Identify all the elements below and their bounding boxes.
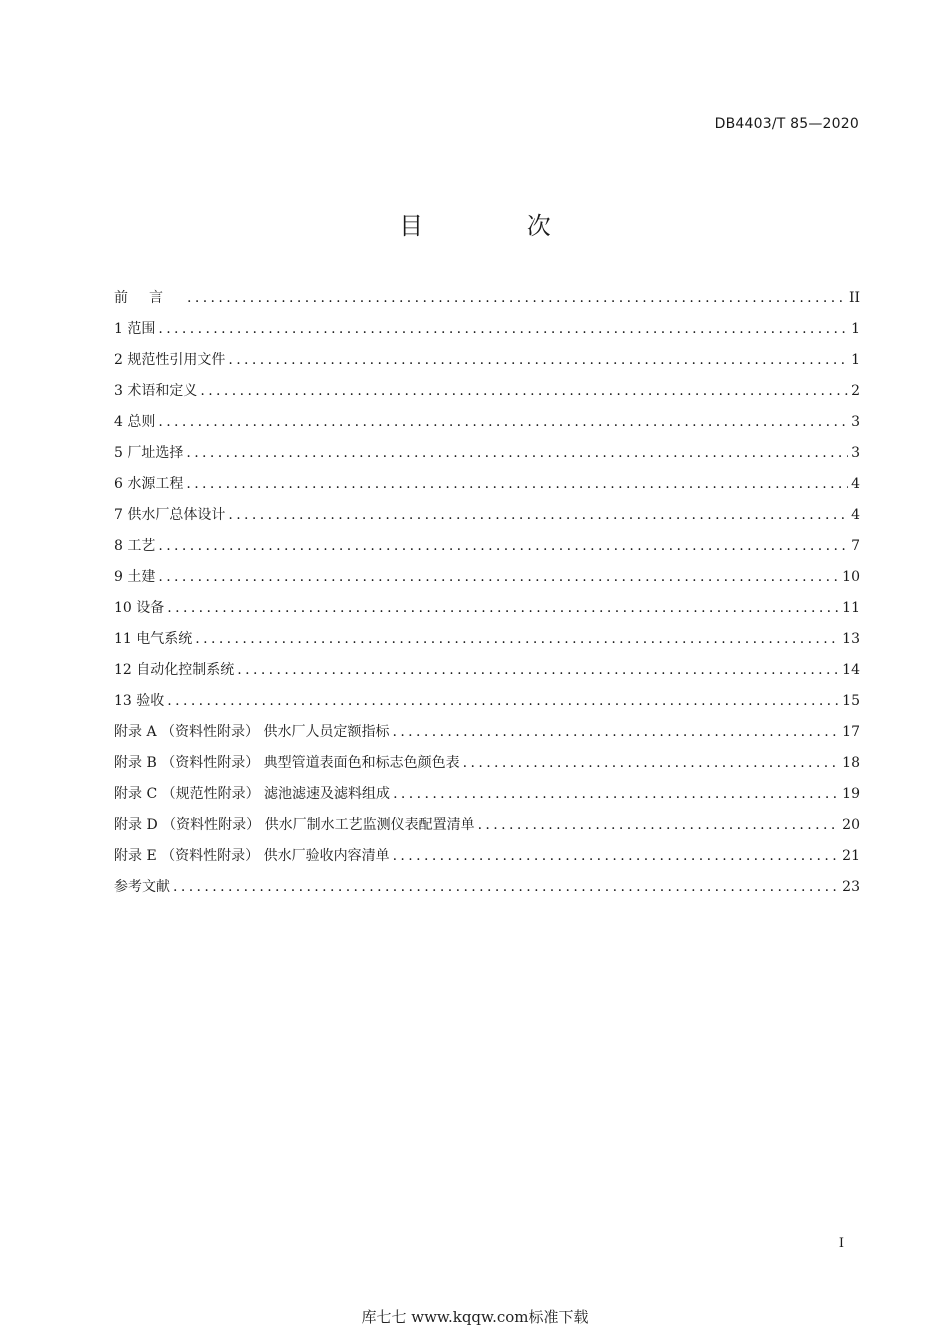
toc-entry[interactable]: [114, 348, 860, 379]
toc-entry-page: II: [848, 290, 860, 306]
toc-entry-label: 11 电气系统: [114, 631, 193, 647]
toc-entry[interactable]: [114, 410, 860, 441]
toc-entry[interactable]: [114, 472, 860, 503]
toc-entry-label: 7 供水厂总体设计: [114, 507, 226, 523]
toc-leader-dots: [158, 410, 848, 434]
toc-entry-label: 参考文献: [114, 879, 170, 895]
toc-entry-label: 8 工艺: [114, 538, 156, 554]
toc-entry[interactable]: [114, 627, 860, 658]
toc-entry-label: 9 土建: [114, 569, 156, 585]
toc-leader-dots: [186, 441, 848, 465]
toc-entry-label: 前言: [114, 290, 184, 306]
toc-entry[interactable]: [114, 782, 860, 813]
toc-entry-page: 11: [842, 600, 860, 616]
toc-leader-dots: [187, 286, 846, 310]
toc-entry-label: 6 水源工程: [114, 476, 184, 492]
toc-entry[interactable]: [114, 689, 860, 720]
toc-leader-dots: [195, 627, 839, 651]
toc-entry-label: 1 范围: [114, 321, 156, 337]
footer-watermark: 库七七 www.kqqw.com标准下载: [361, 1308, 589, 1326]
toc-entry-label: 4 总则: [114, 414, 156, 430]
toc-entry-label: 附录 A （资料性附录） 供水厂人员定额指标: [114, 724, 390, 740]
toc-entry[interactable]: [114, 286, 860, 317]
toc-entry-page: 17: [842, 724, 860, 740]
toc-entry[interactable]: [114, 751, 860, 782]
toc-entry[interactable]: [114, 720, 860, 751]
toc-leader-dots: [200, 379, 848, 403]
toc-entry-page: 4: [851, 476, 860, 492]
toc-entry[interactable]: [114, 565, 860, 596]
toc-entry-page: 14: [842, 662, 860, 678]
toc-entry[interactable]: [114, 441, 860, 472]
toc-leader-dots: [228, 348, 848, 372]
toc-entry-label: 5 厂址选择: [114, 445, 184, 461]
toc-entry[interactable]: [114, 658, 860, 689]
toc-leader-dots: [393, 844, 840, 868]
toc-leader-dots: [173, 875, 839, 899]
toc-entry-page: 19: [842, 786, 860, 802]
toc-entry-page: 1: [851, 352, 860, 368]
toc-entry-label: 13 验收: [114, 693, 165, 709]
toc-entry-page: 2: [851, 383, 860, 399]
toc-entry-label: 附录 E （资料性附录） 供水厂验收内容清单: [114, 848, 390, 864]
table-of-contents: [114, 286, 860, 906]
toc-entry-page: 15: [842, 693, 860, 709]
toc-entry[interactable]: [114, 503, 860, 534]
toc-entry[interactable]: [114, 534, 860, 565]
toc-entry-label: 附录 C （规范性附录） 滤池滤速及滤料组成: [114, 786, 391, 802]
toc-leader-dots: [478, 813, 840, 837]
toc-entry-page: 21: [842, 848, 860, 864]
toc-entry-page: 18: [842, 755, 860, 771]
toc-title: 目 次: [399, 212, 599, 240]
toc-entry-page: 3: [851, 445, 860, 461]
toc-entry-label: 12 自动化控制系统: [114, 662, 235, 678]
toc-leader-dots: [186, 472, 848, 496]
toc-entry-label: 附录 B （资料性附录） 典型管道表面色和标志色颜色表: [114, 755, 460, 771]
toc-entry-label: 3 术语和定义: [114, 383, 198, 399]
toc-leader-dots: [158, 565, 839, 589]
toc-entry[interactable]: [114, 813, 860, 844]
page-number: I: [838, 1236, 844, 1251]
toc-entry-page: 23: [842, 879, 860, 895]
toc-entry[interactable]: [114, 875, 860, 906]
toc-entry-page: 1: [851, 321, 860, 337]
document-code: DB4403/T 85—2020: [714, 116, 859, 132]
toc-entry[interactable]: [114, 596, 860, 627]
toc-leader-dots: [237, 658, 839, 682]
toc-leader-dots: [463, 751, 840, 775]
toc-entry-page: 20: [842, 817, 860, 833]
toc-leader-dots: [392, 720, 839, 744]
toc-entry-label: 2 规范性引用文件: [114, 352, 226, 368]
toc-entry-label: 附录 D （资料性附录） 供水厂制水工艺监测仪表配置清单: [114, 817, 475, 833]
toc-entry-page: 4: [851, 507, 860, 523]
toc-leader-dots: [228, 503, 848, 527]
toc-leader-dots: [393, 782, 839, 806]
toc-leader-dots: [158, 534, 848, 558]
toc-entry[interactable]: [114, 317, 860, 348]
toc-entry-page: 10: [842, 569, 860, 585]
toc-entry[interactable]: [114, 379, 860, 410]
toc-entry-page: 3: [851, 414, 860, 430]
toc-entry-label: 10 设备: [114, 600, 165, 616]
toc-leader-dots: [167, 596, 839, 620]
toc-entry-page: 13: [842, 631, 860, 647]
toc-leader-dots: [158, 317, 848, 341]
toc-entry-page: 7: [851, 538, 860, 554]
toc-entry[interactable]: [114, 844, 860, 875]
toc-leader-dots: [167, 689, 839, 713]
